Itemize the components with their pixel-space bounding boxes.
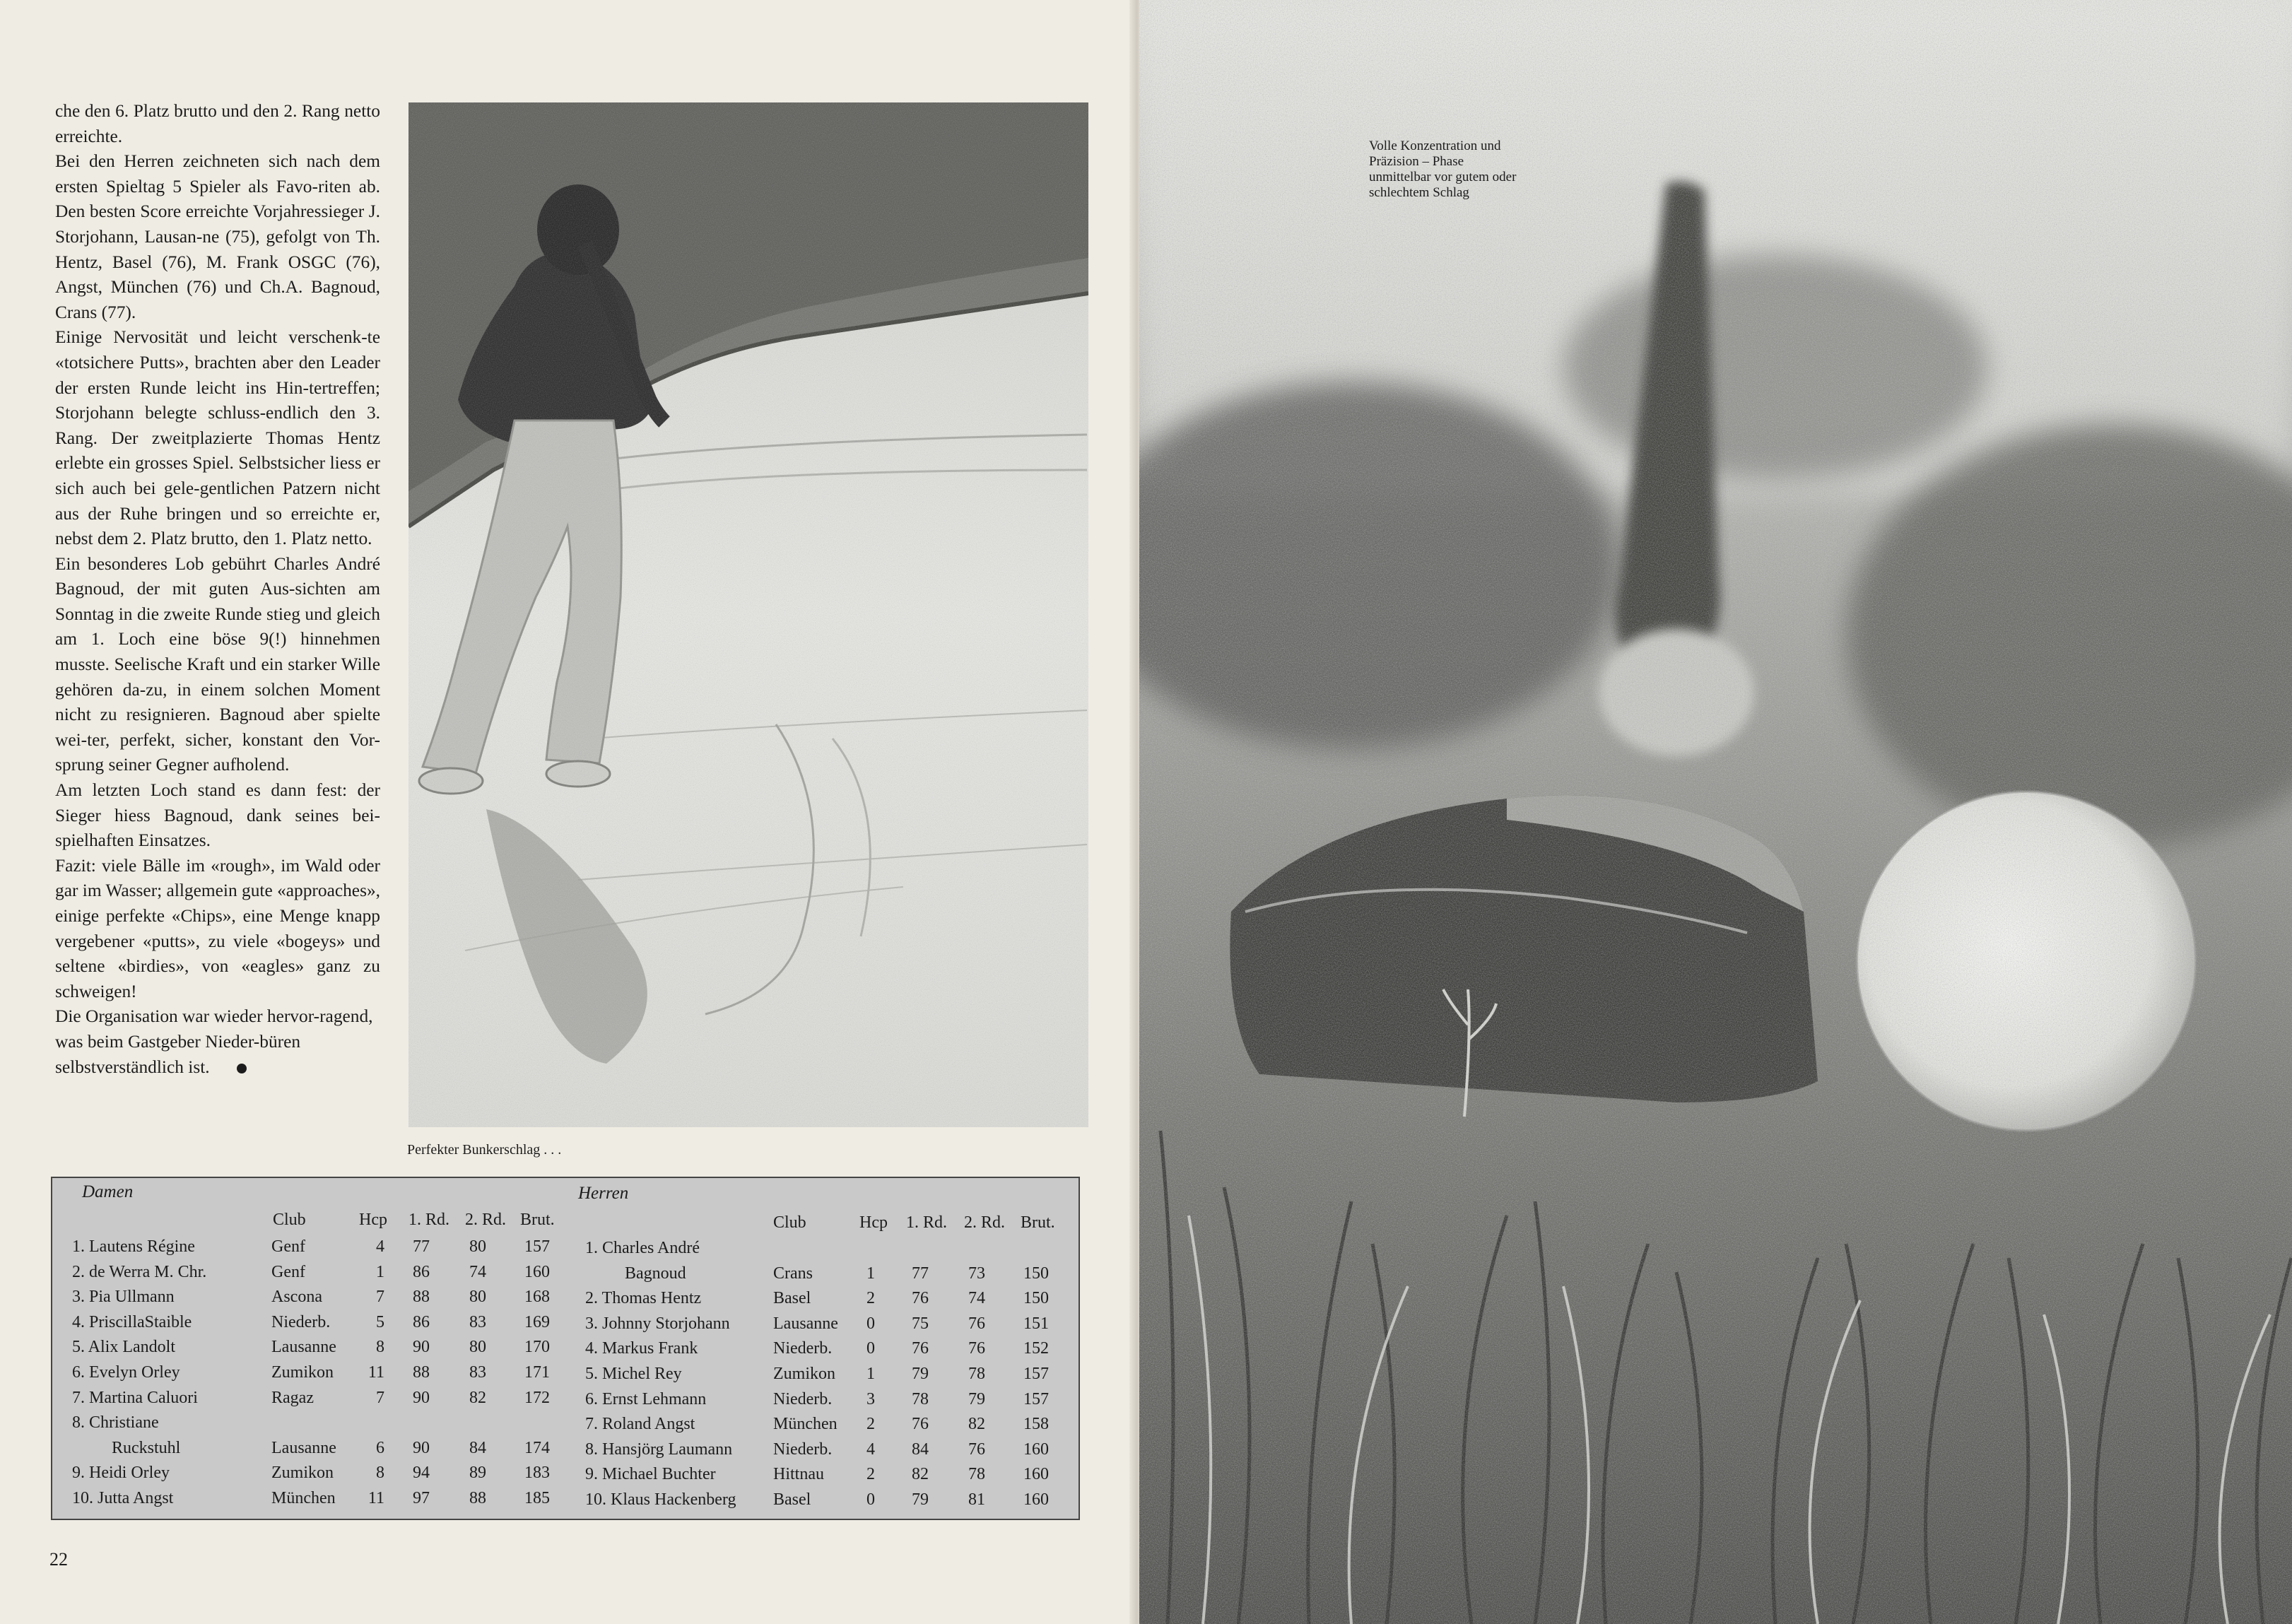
damen-header-club: Club (273, 1211, 306, 1229)
damen-row-club: Lausanne (271, 1338, 336, 1357)
herren-row-hcp: 2 (866, 1465, 875, 1484)
herren-row-rd2: 81 (968, 1490, 985, 1509)
damen-row-name: 10. Jutta Angst (72, 1489, 174, 1507)
bunker-photo-caption: Perfekter Bunkerschlag . . . (407, 1142, 562, 1158)
damen-row-club: Zumikon (271, 1363, 334, 1382)
damen-row-rd1: 90 (413, 1338, 430, 1357)
herren-row-club: Niederb. (773, 1440, 833, 1459)
left-page (0, 0, 1136, 1624)
article-paragraph: Fazit: viele Bälle im «rough», im Wald oder gar im Wasser; allgemein gute «approaches», einige perfekte «Chips», eine Menge knapp vergebener «putts», zu viele «bogeys» und seltene «birdies», von «eagles» ganz zu schweigen! (55, 855, 381, 1001)
damen-row-name: 1. Lautens Régine (72, 1237, 195, 1256)
herren-row-rd1: 76 (912, 1415, 929, 1434)
herren-row-brut: 150 (1023, 1264, 1049, 1283)
herren-row-name: 10. Klaus Hackenberg (585, 1490, 736, 1509)
damen-row-rd2: 83 (469, 1312, 486, 1331)
article-paragraph: Ein besonderes Lob gebührt Charles André Bagnoud, der mit guten Aus-sichten am Sonntag in die zweite Runde stieg und gleich am 1. Loch eine böse 9(!) hinnehmen musste. Seelische Kraft und ein starker Wille gehören da-zu, in einem solchen Moment nicht zu resignieren. Bagnoud aber spielte wei-ter, perfekt, sicher, konstant den Vor-sprung seiner Gegner aufholend. (55, 553, 380, 775)
damen-header-rd2: 2. Rd. (465, 1211, 507, 1229)
herren-row-brut: 160 (1023, 1465, 1049, 1484)
herren-row-hcp: 1 (866, 1365, 875, 1383)
herren-row-hcp: 0 (866, 1339, 875, 1358)
herren-row-name: 5. Michel Rey (585, 1365, 682, 1383)
article-paragraph-text: Die Organisation war wieder hervor-ragend, was beim Gastgeber Nieder-büren selbstverständlich ist. (55, 1006, 373, 1077)
herren-row-name: 4. Markus Frank (585, 1339, 698, 1358)
herren-row-brut: 157 (1023, 1389, 1049, 1408)
herren-row-name: Bagnoud (625, 1264, 686, 1283)
damen-row-rd1: 86 (413, 1312, 430, 1331)
damen-row-name: 4. PriscillaStaible (72, 1312, 192, 1331)
herren-header-club: Club (773, 1213, 806, 1232)
herren-row-hcp: 2 (866, 1415, 875, 1434)
damen-row-name: 3. Pia Ullmann (72, 1288, 175, 1307)
damen-row-brut: 171 (524, 1363, 550, 1382)
damen-row-club: Lausanne (271, 1438, 336, 1457)
herren-row-brut: 157 (1023, 1365, 1049, 1383)
damen-row-brut: 185 (524, 1489, 550, 1507)
article-paragraph: Einige Nervosität und leicht verschenk-te «totsichere Putts», brachten aber den Leader der ersten Runde leicht ins Hin-tertreffen; Storjohann belegte schluss-endlich den 3. Rang. Der zweitplazierte Thomas Hentz erlebte ein grosses Spiel. Selbstsicher liess er sich auch bei gele-gentlichen Patzern nicht aus der Ruhe bringen und so erreichte er, nebst dem 2. Platz brutto, den 1. Platz netto. (55, 327, 380, 549)
damen-row-hcp: 7 (376, 1388, 384, 1407)
damen-row-rd1: 88 (413, 1363, 430, 1382)
herren-row-club: Lausanne (773, 1314, 838, 1333)
herren-row-club: Niederb. (773, 1389, 833, 1408)
damen-row-hcp: 8 (376, 1464, 384, 1483)
herren-row-name: 8. Hansjörg Laumann (585, 1440, 733, 1459)
damen-row-rd1: 86 (413, 1262, 430, 1281)
damen-row-club: Ascona (271, 1288, 322, 1307)
damen-row-name: 7. Martina Caluori (72, 1388, 198, 1407)
herren-row-name: 1. Charles André (585, 1239, 700, 1257)
damen-row-rd1: 97 (413, 1489, 430, 1507)
damen-row-brut: 170 (524, 1338, 550, 1357)
damen-row-rd2: 84 (469, 1438, 486, 1457)
herren-row-club: Basel (773, 1289, 811, 1308)
herren-row-name: 7. Roland Angst (585, 1415, 695, 1434)
damen-row-hcp: 1 (376, 1262, 384, 1281)
herren-row-rd1: 78 (912, 1389, 929, 1408)
herren-row-club: München (773, 1415, 838, 1434)
damen-row-rd1: 94 (413, 1464, 430, 1483)
damen-header-rd1: 1. Rd. (409, 1211, 450, 1229)
damen-row-hcp: 4 (376, 1237, 384, 1256)
herren-row-rd1: 76 (912, 1339, 929, 1358)
herren-row-rd1: 82 (912, 1465, 929, 1484)
damen-row-club: Genf (271, 1262, 305, 1281)
herren-row-rd1: 79 (912, 1365, 929, 1383)
herren-title: Herren (578, 1184, 629, 1203)
damen-row-rd2: 88 (469, 1489, 486, 1507)
herren-row-rd2: 76 (968, 1440, 985, 1459)
results-table (51, 1177, 1080, 1520)
page-number: 22 (49, 1549, 68, 1570)
herren-row-rd2: 74 (968, 1289, 985, 1308)
herren-header-rd1: 1. Rd. (906, 1213, 948, 1232)
herren-row-rd1: 77 (912, 1264, 929, 1283)
herren-row-rd2: 82 (968, 1415, 985, 1434)
herren-row-name: 3. Johnny Storjohann (585, 1314, 730, 1333)
damen-row-hcp: 11 (368, 1363, 384, 1382)
herren-row-club: Hittnau (773, 1465, 824, 1484)
driver-and-golfball-photo (1139, 0, 2292, 1624)
article-paragraph: che den 6. Platz brutto und den 2. Rang netto erreichte. (55, 101, 380, 146)
herren-row-hcp: 0 (866, 1490, 875, 1509)
herren-row-rd1: 79 (912, 1490, 929, 1509)
herren-row-hcp: 2 (866, 1289, 875, 1308)
herren-row-rd2: 79 (968, 1389, 985, 1408)
damen-row-brut: 183 (524, 1464, 550, 1483)
herren-header-hcp: Hcp (859, 1213, 888, 1232)
damen-row-brut: 168 (524, 1288, 550, 1307)
herren-row-brut: 160 (1023, 1440, 1049, 1459)
herren-row-rd1: 84 (912, 1440, 929, 1459)
damen-row-name: 8. Christiane (72, 1413, 159, 1432)
herren-header-brut: Brut. (1021, 1213, 1055, 1232)
damen-row-hcp: 6 (376, 1438, 384, 1457)
damen-row-brut: 157 (524, 1237, 550, 1256)
damen-row-club: Zumikon (271, 1464, 334, 1483)
damen-row-club: Ragaz (271, 1388, 314, 1407)
damen-row-club: Niederb. (271, 1312, 331, 1331)
herren-row-name: 6. Ernst Lehmann (585, 1389, 707, 1408)
damen-row-rd2: 80 (469, 1237, 486, 1256)
herren-row-brut: 158 (1023, 1415, 1049, 1434)
herren-row-hcp: 4 (866, 1440, 875, 1459)
damen-row-hcp: 5 (376, 1312, 384, 1331)
herren-row-rd2: 78 (968, 1365, 985, 1383)
damen-row-name: 2. de Werra M. Chr. (72, 1262, 207, 1281)
article-paragraph: Bei den Herren zeichneten sich nach dem ersten Spieltag 5 Spieler als Favo-riten ab. Den besten Score erreichte Vorjahressieger J. Storjohann, Lausan-ne (75), gefolgt von Th. Hentz, Basel (76), M. Frank OSGC (76), Angst, München (76) und Ch.A. Bagnoud, Crans (77). (55, 151, 380, 322)
article-paragraph: Am letzten Loch stand es dann fest: der Sieger hiess Bagnoud, dank seines bei-spielhaften Einsatzes. (55, 780, 380, 851)
herren-row-rd2: 76 (968, 1339, 985, 1358)
right-page (1139, 0, 2292, 1624)
herren-row-brut: 160 (1023, 1490, 1049, 1509)
damen-row-name: 6. Evelyn Orley (72, 1363, 180, 1382)
damen-row-name: Ruckstuhl (112, 1438, 181, 1457)
herren-row-rd2: 76 (968, 1314, 985, 1333)
damen-header-brut: Brut. (520, 1211, 555, 1229)
article-column (55, 99, 380, 1080)
herren-row-club: Zumikon (773, 1365, 835, 1383)
damen-row-club: Genf (271, 1237, 305, 1256)
damen-row-brut: 174 (524, 1438, 550, 1457)
damen-row-rd2: 80 (469, 1338, 486, 1357)
herren-row-rd1: 75 (912, 1314, 929, 1333)
herren-row-brut: 151 (1023, 1314, 1049, 1333)
damen-row-rd1: 77 (413, 1237, 430, 1256)
damen-row-rd2: 89 (469, 1464, 486, 1483)
damen-row-name: 5. Alix Landolt (72, 1338, 175, 1357)
herren-row-hcp: 0 (866, 1314, 875, 1333)
damen-row-rd2: 82 (469, 1388, 486, 1407)
herren-row-name: 2. Thomas Hentz (585, 1289, 702, 1308)
damen-row-brut: 172 (524, 1388, 550, 1407)
herren-row-club: Basel (773, 1490, 811, 1509)
damen-row-hcp: 11 (368, 1489, 384, 1507)
bunker-shot-photo (409, 102, 1088, 1127)
herren-row-hcp: 1 (866, 1264, 875, 1283)
herren-row-brut: 150 (1023, 1289, 1049, 1308)
damen-row-hcp: 8 (376, 1338, 384, 1357)
herren-row-rd2: 78 (968, 1465, 985, 1484)
damen-header-hcp: Hcp (359, 1211, 387, 1229)
herren-row-club: Crans (773, 1264, 813, 1283)
damen-row-name: 9. Heidi Orley (72, 1464, 170, 1483)
end-of-article-bullet (237, 1064, 247, 1073)
damen-row-club: München (271, 1489, 336, 1507)
herren-header-rd2: 2. Rd. (964, 1213, 1006, 1232)
damen-row-rd1: 88 (413, 1288, 430, 1307)
damen-row-rd2: 80 (469, 1288, 486, 1307)
damen-title: Damen (82, 1182, 134, 1201)
article-paragraph-last (55, 1004, 380, 1080)
herren-row-club: Niederb. (773, 1339, 833, 1358)
damen-row-rd1: 90 (413, 1388, 430, 1407)
damen-row-hcp: 7 (376, 1288, 384, 1307)
damen-row-rd2: 83 (469, 1363, 486, 1382)
herren-row-hcp: 3 (866, 1389, 875, 1408)
damen-row-rd2: 74 (469, 1262, 486, 1281)
herren-row-rd2: 73 (968, 1264, 985, 1283)
herren-row-brut: 152 (1023, 1339, 1049, 1358)
damen-row-rd1: 90 (413, 1438, 430, 1457)
herren-row-rd1: 76 (912, 1289, 929, 1308)
damen-row-brut: 169 (524, 1312, 550, 1331)
driver-photo-caption: Volle Konzentration und Präzision – Phase unmittelbar vor gutem oder schlechtem Schlag (1369, 139, 1517, 200)
bunker-shot-illustration (409, 102, 1088, 1127)
damen-row-brut: 160 (524, 1262, 550, 1281)
herren-row-name: 9. Michael Buchter (585, 1465, 716, 1484)
